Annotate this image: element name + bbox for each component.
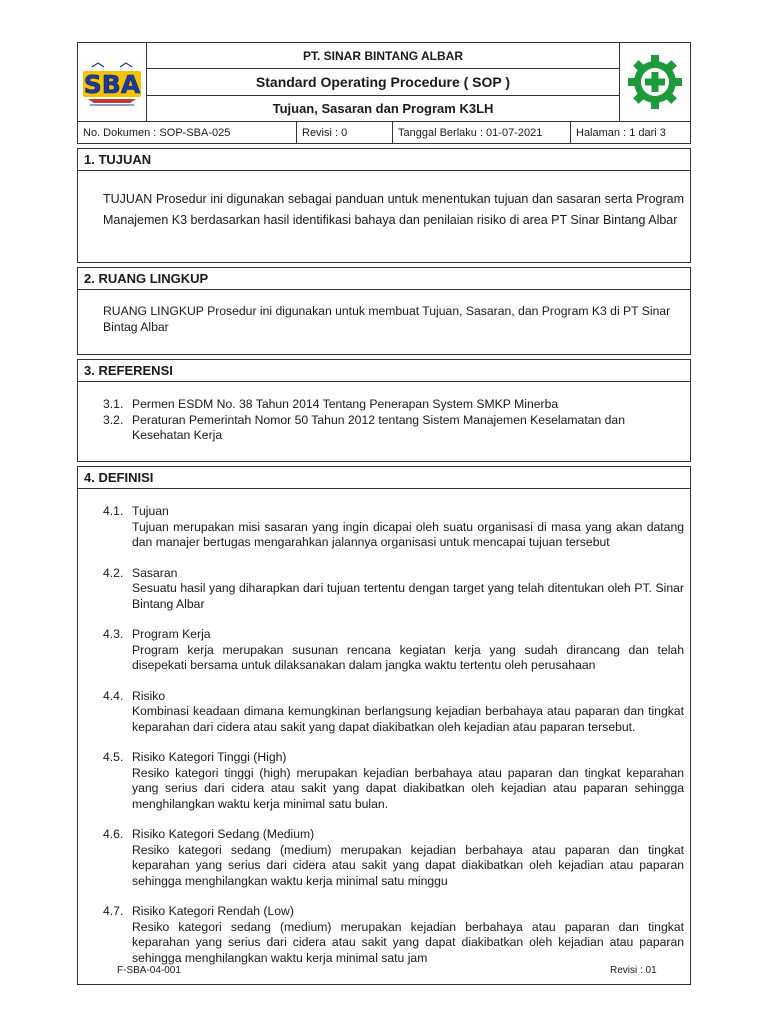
section-body-tujuan bbox=[77, 171, 691, 263]
definition-text: Program kerja merupakan susunan rencana kegiatan kerja yang sudah dirancang dan telah disepekati bersama untuk dilaksanakan dalam jangka waktu tertentu oleh perusahaan bbox=[132, 642, 684, 672]
definition-term: Risiko Kategori Sedang (Medium) bbox=[132, 827, 315, 841]
definition-item bbox=[103, 627, 684, 674]
definition-number: 4.4. bbox=[103, 688, 124, 703]
definition-item bbox=[103, 750, 684, 812]
definition-term: Risiko Kategori Rendah (Low) bbox=[132, 904, 294, 918]
section-body-ruang-lingkup bbox=[77, 290, 691, 355]
reference-text: Peraturan Pemerintah Nomor 50 Tahun 2012 tentang Sistem Manajemen Keselamatan dan Kesehatan Kerja bbox=[132, 412, 625, 442]
definition-number: 4.6. bbox=[103, 827, 124, 841]
document-title: Tujuan, Sasaran dan Program K3LH bbox=[272, 100, 494, 116]
section-heading-ruang-lingkup: 2. RUANG LINGKUP bbox=[77, 267, 691, 290]
reference-item bbox=[103, 413, 684, 444]
reference-item bbox=[103, 397, 684, 413]
section-body-definisi bbox=[77, 489, 691, 985]
definition-number: 4.5. bbox=[103, 750, 124, 764]
definition-item bbox=[103, 827, 684, 889]
tujuan-text: TUJUAN Prosedur ini digunakan sebagai panduan untuk menentukan tujuan dan sasaran serta Program Manajemen K3 berdasarkan hasil identifikasi bahaya dan penilaian risiko di area PT Sinar Bintang Albar bbox=[103, 192, 684, 227]
section-heading-definisi: 4. DEFINISI bbox=[77, 466, 691, 489]
document-type: Standard Operating Procedure ( SOP ) bbox=[147, 69, 619, 95]
definition-term: Sasaran bbox=[132, 565, 178, 580]
definition-number: 4.1. bbox=[103, 504, 124, 518]
document-meta-row bbox=[77, 122, 691, 144]
reference-number: 3.1. bbox=[103, 397, 124, 411]
section-heading-tujuan: 1. TUJUAN bbox=[77, 148, 691, 171]
document-header bbox=[77, 42, 691, 122]
definition-text: Tujuan merupakan misi sasaran yang ingin dicapai oleh suatu organisasi di masa yang akan datang dan manajer bertugas mengarahkan jalannya organisasi untuk mencapai tujuan tersebut bbox=[132, 519, 684, 549]
definition-term: Risiko bbox=[132, 688, 166, 703]
definition-item bbox=[103, 689, 684, 736]
k3-logo bbox=[619, 43, 690, 121]
section-body-referensi bbox=[77, 382, 691, 462]
definition-term: Risiko Kategori Tinggi (High) bbox=[132, 750, 287, 764]
definition-number: 4.2. bbox=[103, 565, 124, 580]
sop-document bbox=[77, 42, 691, 985]
footer-revision: Revisi : 01 bbox=[610, 965, 657, 976]
k3-gear-cross-icon bbox=[625, 52, 685, 112]
section-heading-referensi: 3. REFERENSI bbox=[77, 359, 691, 382]
page-number: Halaman : 1 dari 3 bbox=[576, 126, 666, 139]
definition-text: Resiko kategori sedang (medium) merupakan kejadian berbahaya atau paparan dan tingkat keparahan yang serius dari cidera atau sakit yang dapat diakibatkan oleh kejadian atau paparan sehingga menghilangkan waktu kerja minimal satu minggu bbox=[132, 842, 684, 888]
reference-text: Permen ESDM No. 38 Tahun 2014 Tentang Penerapan System SMKP Minerba bbox=[132, 397, 559, 411]
ruang-lingkup-text: RUANG LINGKUP Prosedur ini digunakan untuk membuat Tujuan, Sasaran, dan Program K3 di PT Sinar Bintag Albar bbox=[103, 304, 671, 334]
definition-text: Resiko kategori tinggi (high) merupakan kejadian berbahaya atau paparan dan tingkat keparahan yang serius dari cidera atau sakit yang dapat diakibatkan oleh kejadian atau paparan sehingga menghilangkan waktu kerja minimal satu bulan. bbox=[132, 765, 684, 811]
doc-number: No. Dokumen : SOP-SBA-025 bbox=[78, 122, 297, 143]
definition-term: Tujuan bbox=[132, 504, 169, 518]
company-name: PT. SINAR BINTANG ALBAR bbox=[147, 43, 619, 69]
definition-text: Resiko kategori sedang (medium) merupakan kejadian berbahaya atau paparan dan tingkat keparahan yang serius dari cidera atau sakit yang dapat diakibatkan oleh kejadian atau paparan sehingga menghilangkan waktu kerja minimal satu jam bbox=[132, 919, 684, 965]
reference-number: 3.2. bbox=[103, 412, 124, 427]
company-logo bbox=[78, 43, 147, 121]
footer-form-code: F-SBA-04-001 bbox=[117, 965, 181, 976]
definition-item bbox=[103, 504, 684, 551]
sba-logo-icon bbox=[80, 57, 144, 107]
definition-term: Program Kerja bbox=[132, 627, 211, 641]
definition-text: Kombinasi keadaan dimana kemungkinan berlangsung kejadian berbahaya atau paparan dan tingkat keparahan dari cidera atau sakit yang dapat diakibatkan oleh kejadian atau paparan tersebut. bbox=[132, 704, 684, 734]
definition-number: 4.7. bbox=[103, 904, 124, 918]
revision: Revisi : 0 bbox=[297, 122, 393, 143]
definition-item bbox=[103, 904, 684, 966]
definition-text: Sesuatu hasil yang diharapkan dari tujuan tertentu dengan target yang telah ditentukan oleh PT. Sinar Bintang Albar bbox=[132, 581, 684, 611]
header-titles bbox=[147, 43, 619, 121]
definition-item bbox=[103, 566, 684, 613]
svg-text:SBA: SBA bbox=[83, 70, 141, 99]
definition-number: 4.3. bbox=[103, 627, 124, 641]
effective-date: Tanggal Berlaku : 01-07-2021 bbox=[393, 122, 571, 143]
